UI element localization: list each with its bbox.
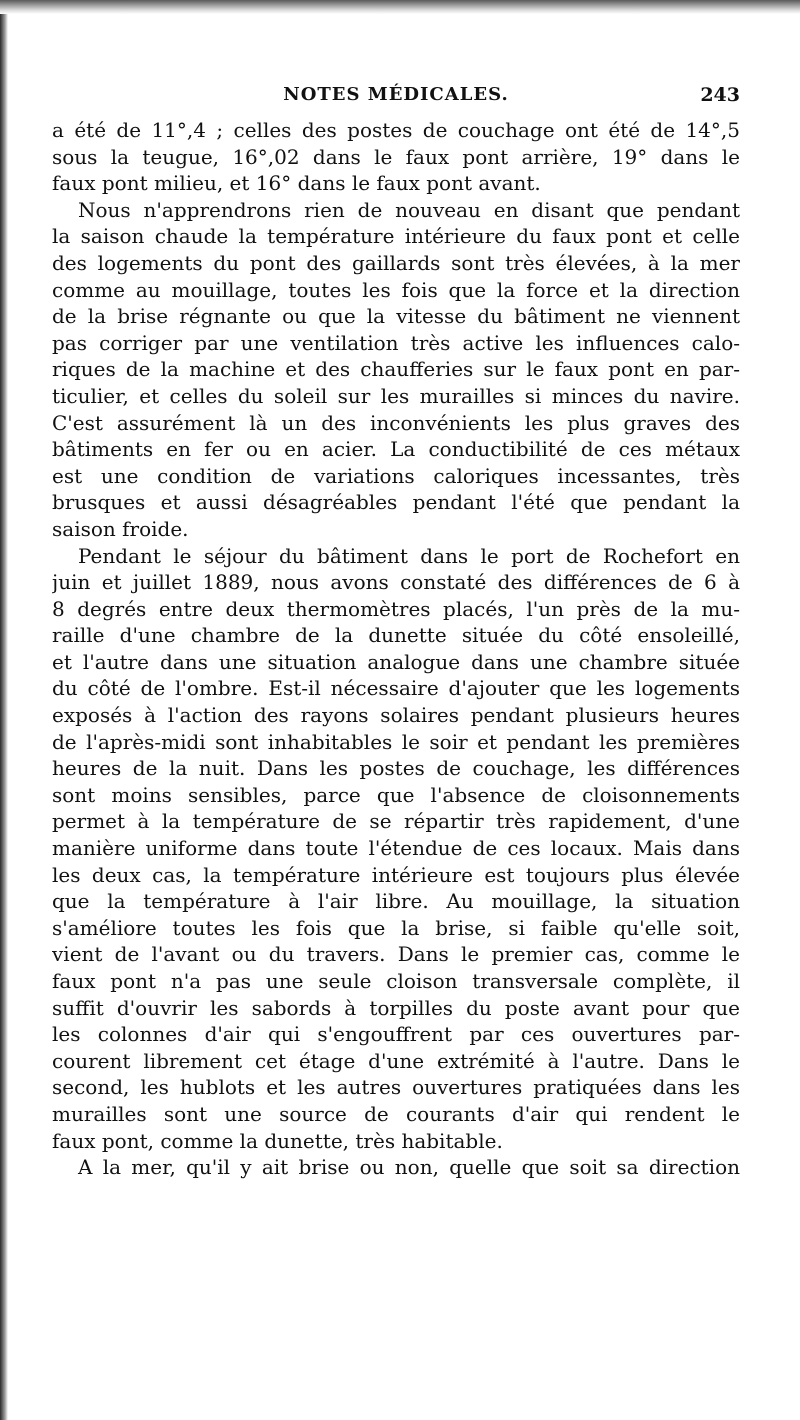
running-title: NOTES MÉDICALES. — [283, 84, 509, 105]
body-text — [52, 117, 740, 1181]
text-line: juin et juillet 1889, nous avons constaté des différences de 6 à — [52, 570, 740, 595]
text-line: ticulier, et celles du soleil sur les murailles si minces du navire. — [52, 383, 740, 408]
page-number: 243 — [700, 84, 740, 106]
text-line: faux pont n'a pas une seule cloison transversale complète, il — [52, 969, 740, 993]
text-line: manière uniforme dans toute l'étendue de ces locaux. Mais dans — [52, 836, 740, 861]
text-line: et l'autre dans une situation analogue dans une chambre située — [52, 649, 740, 674]
text-line: est une condition de variations caloriques incessantes, très — [52, 463, 740, 488]
text-line: faux pont milieu, et 16° dans le faux pont avant. — [52, 171, 541, 196]
text-line: heures de la nuit. Dans les postes de couchage, les différences — [52, 756, 740, 781]
text-line: pas corriger par une ventilation très active les influences calo- — [52, 330, 740, 355]
text-line: exposés à l'action des rayons solaires pendant plusieurs heures — [52, 703, 740, 728]
text-line: les deux cas, la température intérieure est toujours plus élevée — [52, 862, 740, 887]
text-line: s'améliore toutes les fois que la brise, si faible qu'elle soit, — [52, 915, 740, 940]
text-line: de l'après-midi sont inhabitables le soir et pendant les premières — [52, 729, 740, 754]
text-line: murailles sont une source de courants d'air qui rendent le — [52, 1101, 740, 1126]
text-line: bâtiments en fer ou en acier. La conductibilité de ces métaux — [52, 437, 740, 462]
text-line: de la brise régnante ou que la vitesse du bâtiment ne viennent — [52, 304, 740, 329]
text-line: faux pont, comme la dunette, très habitable. — [52, 1128, 503, 1153]
text-line: brusques et aussi désagréables pendant l'été que pendant la — [52, 490, 740, 515]
text-line: que la température à l'air libre. Au mouillage, la situation — [52, 889, 740, 914]
text-line: C'est assurément là un des inconvénients les plus graves des — [52, 410, 740, 435]
text-line: les colonnes d'air qui s'engouffrent par ces ouvertures par- — [52, 1022, 740, 1047]
text-line: raille d'une chambre de la dunette située du côté ensoleillé, — [52, 623, 740, 648]
text-line: 8 degrés entre deux thermomètres placés, l'un près de la mu- — [52, 596, 740, 621]
text-line: du côté de l'ombre. Est-il nécessaire d'ajouter que les logements — [52, 676, 740, 701]
text-line: second, les hublots et les autres ouvertures pratiquées dans les — [52, 1075, 740, 1100]
page-header — [52, 84, 740, 114]
text-line: a été de 11°,4 ; celles des postes de couchage ont été de 14°,5 — [52, 118, 740, 142]
text-line: Pendant le séjour du bâtiment dans le port de Rochefort en — [78, 543, 740, 568]
text-line: courent librement cet étage d'une extrémité à l'autre. Dans le — [52, 1048, 740, 1073]
text-line: riques de la machine et des chaufferies sur le faux pont en par- — [52, 357, 740, 382]
scan-top-edge-shadow — [0, 0, 800, 14]
text-line: sont moins sensibles, parce que l'absence de cloisonnements — [52, 782, 740, 807]
text-line: la saison chaude la température intérieure du faux pont et celle — [52, 224, 740, 249]
text-line: permet à la température de se répartir très rapidement, d'une — [52, 809, 740, 834]
text-line: vient de l'avant ou du travers. Dans le premier cas, comme le — [52, 942, 740, 967]
text-line: Nous n'apprendrons rien de nouveau en disant que pendant — [78, 197, 740, 222]
text-line: sous la teugue, 16°,02 dans le faux pont arrière, 19° dans le — [52, 144, 740, 169]
text-line: saison froide. — [52, 516, 189, 541]
text-line: A la mer, qu'il y ait brise ou non, quelle que soit sa direction — [78, 1155, 740, 1180]
text-line: suffit d'ouvrir les sabords à torpilles du poste avant pour que — [52, 995, 740, 1020]
text-line: comme au mouillage, toutes les fois que la force et la direction — [52, 277, 740, 302]
scan-left-edge-shadow — [0, 0, 8, 1420]
text-line: des logements du pont des gaillards sont très élevées, à la mer — [52, 250, 740, 275]
